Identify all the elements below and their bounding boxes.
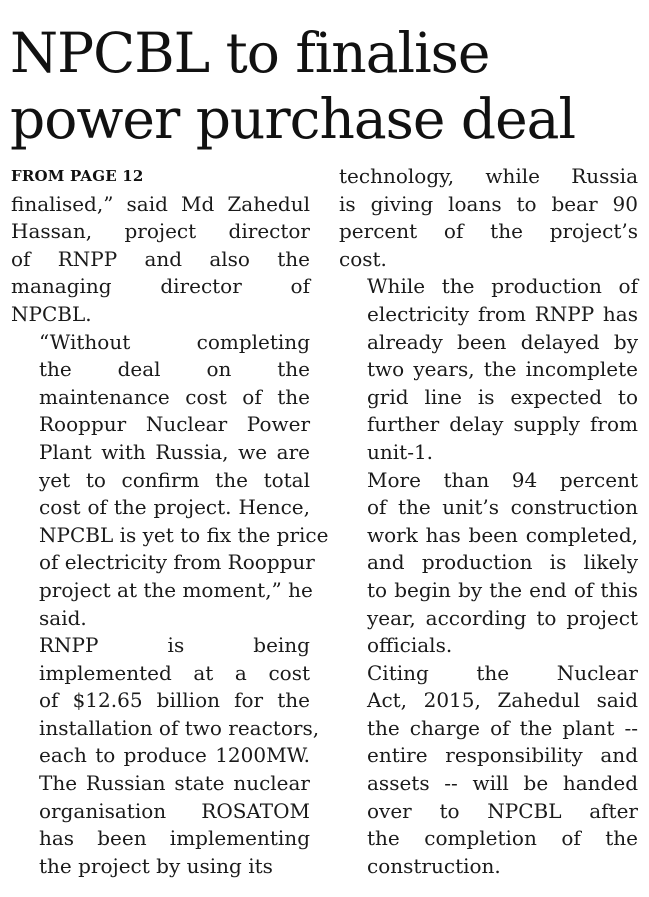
- text-line: the completion of the: [367, 826, 638, 851]
- text-line: the charge of the plant --: [367, 715, 638, 740]
- text-line: cost of the project. Hence,: [39, 495, 310, 520]
- text-line: finalised,” said Md Zahedul: [11, 191, 310, 216]
- text-line: of the unit’s construction: [367, 495, 638, 520]
- left-column-body: [11, 191, 329, 881]
- right-column: [339, 163, 638, 880]
- text-line: implemented at a cost: [39, 660, 310, 685]
- text-line: to begin by the end of this: [367, 577, 638, 602]
- text-line: The Russian state nuclear: [39, 771, 310, 796]
- text-line: entire responsibility and: [367, 743, 638, 768]
- text-line: “Without completing: [39, 329, 310, 354]
- article-paragraph: [11, 329, 329, 633]
- text-line: project at the moment,” he: [39, 577, 313, 602]
- headline-line-2: power purchase deal: [10, 87, 576, 151]
- right-column-body: [339, 163, 638, 880]
- text-line: the deal on the: [39, 357, 310, 382]
- text-line: Rooppur Nuclear Power: [39, 412, 310, 437]
- headline: [10, 20, 640, 152]
- text-line: two years, the incomplete: [367, 357, 638, 382]
- text-line: of electricity from Rooppur: [39, 550, 315, 575]
- text-line: Citing the Nuclear: [367, 660, 638, 685]
- text-line: Act, 2015, Zahedul said: [367, 688, 638, 713]
- text-line: installation of two reactors,: [39, 715, 320, 740]
- text-line: officials.: [367, 633, 453, 658]
- text-line: the project by using its: [39, 853, 273, 878]
- text-line: percent of the project’s: [339, 219, 638, 244]
- text-line: year, according to project: [367, 605, 638, 630]
- kicker: FROM PAGE 12: [11, 167, 144, 185]
- text-line: More than 94 percent: [367, 467, 638, 492]
- article-paragraph: [339, 467, 638, 660]
- text-line: cost.: [339, 246, 387, 271]
- text-line: Plant with Russia, we are: [39, 439, 310, 464]
- article-paragraph: [11, 191, 310, 329]
- text-line: electricity from RNPP has: [367, 301, 638, 326]
- left-column: [11, 163, 329, 880]
- text-line: assets -- will be handed: [367, 771, 638, 796]
- article-paragraph: [339, 273, 638, 466]
- text-line: is giving loans to bear 90: [339, 191, 638, 216]
- article-paragraph: [11, 632, 320, 880]
- text-line: managing director of: [11, 274, 310, 299]
- text-line: NPCBL.: [11, 301, 92, 326]
- text-line: each to produce 1200MW.: [39, 743, 310, 768]
- text-line: Hassan, project director: [11, 219, 310, 244]
- text-line: organisation ROSATOM: [39, 798, 310, 823]
- text-line: over to NPCBL after: [367, 798, 638, 823]
- text-line: of RNPP and also the: [11, 246, 310, 271]
- text-line: of $12.65 billion for the: [39, 688, 310, 713]
- text-line: RNPP is being: [39, 633, 310, 658]
- text-line: grid line is expected to: [367, 384, 638, 409]
- text-line: NPCBL is yet to fix the price: [39, 522, 329, 547]
- text-line: While the production of: [367, 274, 638, 299]
- text-line: technology, while Russia: [339, 164, 638, 188]
- text-line: and production is likely: [367, 550, 638, 575]
- article-paragraph: [339, 660, 638, 881]
- text-line: already been delayed by: [367, 329, 638, 354]
- text-line: maintenance cost of the: [39, 384, 310, 409]
- text-line: yet to confirm the total: [39, 467, 310, 492]
- text-line: further delay supply from: [367, 412, 638, 437]
- text-line: has been implementing: [39, 826, 310, 851]
- text-line: construction.: [367, 853, 501, 878]
- headline-line-1: NPCBL to finalise: [10, 21, 490, 85]
- article-paragraph: [339, 163, 638, 273]
- text-line: work has been completed,: [367, 522, 638, 547]
- text-line: unit-1.: [367, 439, 434, 464]
- text-line: said.: [39, 605, 87, 630]
